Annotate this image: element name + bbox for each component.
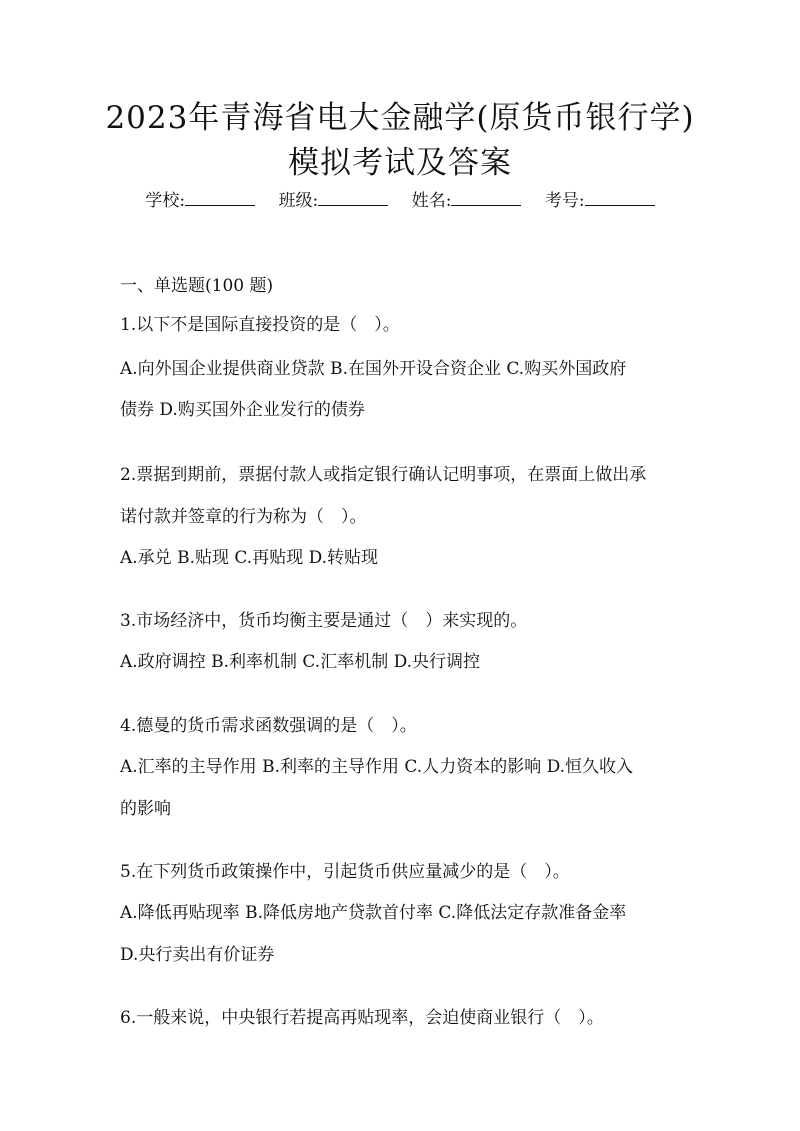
question-3-stem: 3.市场经济中，货币均衡主要是通过（ ）来实现的。 <box>120 611 528 631</box>
question-1-options-line-2: 债券 D.购买国外企业发行的债券 <box>120 400 365 420</box>
question-4-stem: 4.德曼的货币需求函数强调的是（ ）。 <box>120 716 417 736</box>
question-5-stem: 5.在下列货币政策操作中，引起货币供应量减少的是（ ）。 <box>120 862 570 882</box>
question-4-options-line-2: 的影响 <box>120 799 171 819</box>
question-4-options-line-1: A.汇率的主导作用 B.利率的主导作用 C.人力资本的影响 D.恒久收入 <box>120 757 634 777</box>
question-1-options-line-1: A.向外国企业提供商业贷款 B.在国外开设合资企业 C.购买外国政府 <box>120 359 627 379</box>
question-5-options-line-1: A.降低再贴现率 B.降低房地产贷款首付率 C.降低法定存款准备金率 <box>120 903 627 923</box>
name-blank[interactable] <box>451 189 521 206</box>
question-2-options: A.承兑 B.贴现 C.再贴现 D.转贴现 <box>120 548 379 568</box>
class-field <box>279 189 389 213</box>
document-title-line-2: 模拟考试及答案 <box>288 145 512 181</box>
question-5-options-line-2: D.央行卖出有价证券 <box>120 945 275 965</box>
question-3-options: A.政府调控 B.利率机制 C.汇率机制 D.央行调控 <box>120 652 481 672</box>
document-title-line-1: 2023年青海省电大金融学(原货币银行学) <box>105 100 695 136</box>
student-info-row <box>0 189 800 213</box>
question-1-stem: 1.以下不是国际直接投资的是（ ）。 <box>120 315 400 335</box>
question-2-stem: 2.票据到期前，票据付款人或指定银行确认记明事项，在票面上做出承 <box>120 465 647 485</box>
section-heading: 一、单选题(100 题) <box>120 276 274 296</box>
name-field <box>412 189 522 213</box>
school-field <box>145 189 255 213</box>
question-6-stem: 6.一般来说，中央银行若提高再贴现率，会迫使商业银行（ ）。 <box>120 1008 604 1028</box>
number-label: 考号: <box>544 191 585 211</box>
question-2-stem-line-2: 诺付款并签章的行为称为（ ）。 <box>120 507 367 527</box>
name-label: 姓名: <box>411 191 452 211</box>
school-blank[interactable] <box>185 189 255 206</box>
number-blank[interactable] <box>585 189 655 206</box>
class-blank[interactable] <box>318 189 388 206</box>
class-label: 班级: <box>278 191 319 211</box>
school-label: 学校: <box>145 191 186 211</box>
number-field <box>545 189 655 213</box>
